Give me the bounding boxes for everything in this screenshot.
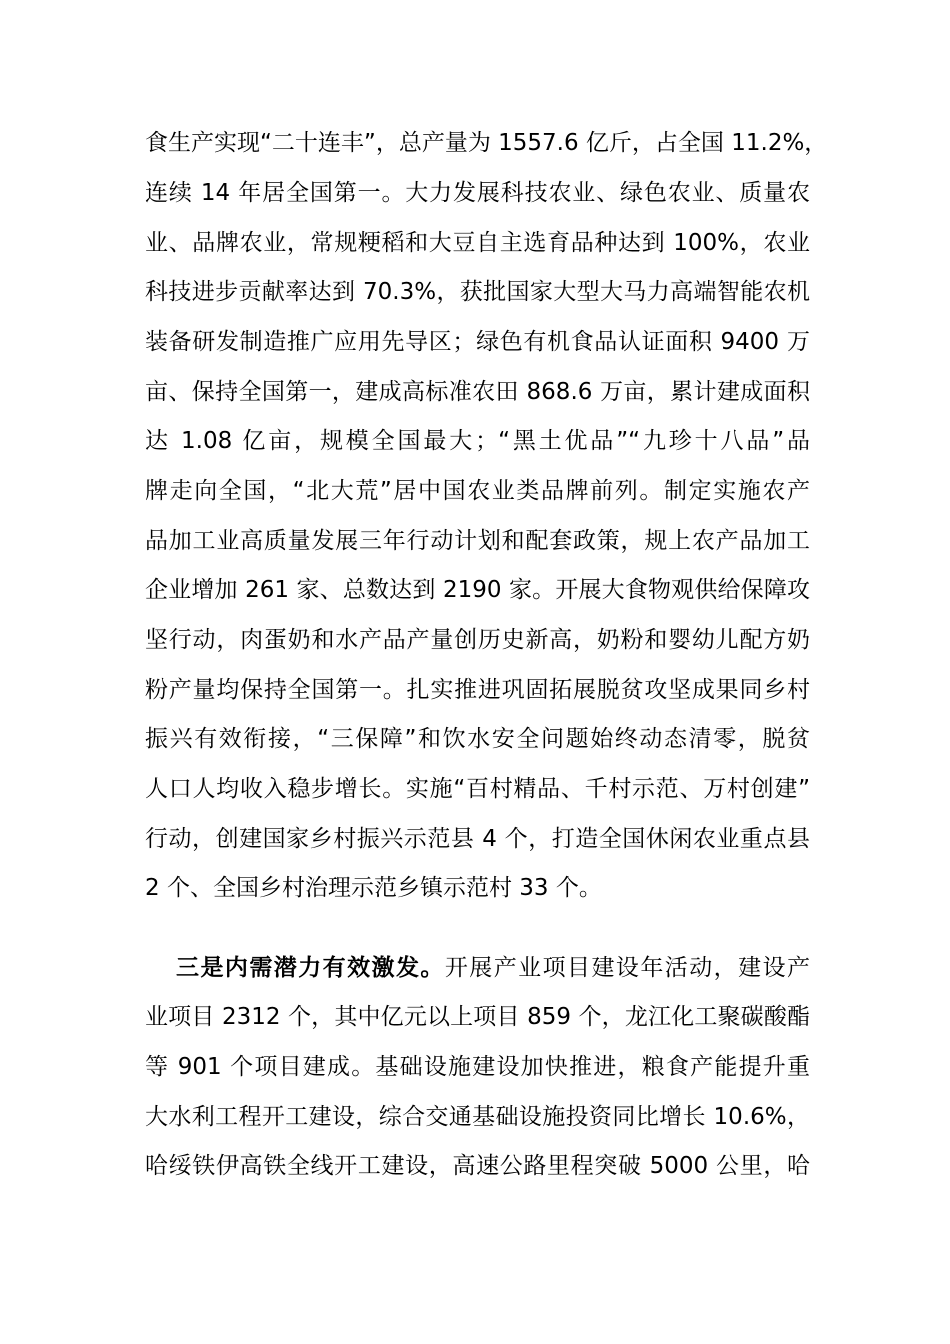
paragraph-line: 哈绥铁伊高铁全线开工建设，高速公路里程突破 5000 公里，哈: [145, 1153, 810, 1179]
paragraph-line: 亩、保持全国第一，建成高标准农田 868.6 万亩，累计建成面积: [145, 379, 810, 405]
heading-line-rest: 开展产业项目建设年活动，建设产: [444, 955, 811, 981]
paragraph-line: 装备研发制造推广应用先导区；绿色有机食品认证面积 9400 万: [145, 329, 810, 355]
paragraph-line: 行动，创建国家乡村振兴示范县 4 个，打造全国休闲农业重点县: [145, 826, 810, 852]
paragraph-line: 人口人均收入稳步增长。实施“百村精品、千村示范、万村创建”: [145, 776, 810, 802]
paragraph-line: 品加工业高质量发展三年行动计划和配套政策，规上农产品加工: [145, 528, 810, 554]
paragraph-line: 振兴有效衔接，“三保障”和饮水安全问题始终动态清零，脱贫: [145, 726, 810, 752]
paragraph-line: 连续 14 年居全国第一。大力发展科技农业、绿色农业、质量农: [145, 180, 810, 206]
paragraph-last-line: 2 个、全国乡村治理示范乡镇示范村 33 个。: [145, 875, 602, 901]
paragraph-line: 坚行动，肉蛋奶和水产品产量创历史新高，奶粉和婴幼儿配方奶: [145, 627, 810, 653]
paragraph-line: 企业增加 261 家、总数达到 2190 家。开展大食物观供给保障攻: [145, 577, 810, 603]
paragraph-line: 食生产实现“二十连丰”，总产量为 1557.6 亿斤，占全国 11.2%，: [145, 130, 828, 156]
paragraph-line: 业项目 2312 个，其中亿元以上项目 859 个，龙江化工聚碳酸酯: [145, 1004, 810, 1030]
paragraph-line: 等 901 个项目建成。基础设施建设加快推进，粮食产能提升重: [145, 1054, 810, 1080]
paragraph-first-line: [176, 948, 810, 988]
paragraph-line: 科技进步贡献率达到 70.3%，获批国家大型大马力高端智能农机: [145, 279, 810, 305]
paragraph-line: 大水利工程开工建设，综合交通基础设施投资同比增长 10.6%，: [145, 1104, 810, 1130]
paragraph-line: 牌走向全国，“北大荒”居中国农业类品牌前列。制定实施农产: [145, 478, 810, 504]
paragraph-line: 粉产量均保持全国第一。扎实推进巩固拓展脱贫攻坚成果同乡村: [145, 677, 810, 703]
paragraph-line: 达 1.08 亿亩，规模全国最大；“黑土优品”“九珍十八品”品: [145, 428, 810, 454]
paragraph-line: 业、品牌农业，常规粳稻和大豆自主选育品种达到 100%，农业: [145, 230, 810, 256]
section-heading: 三是内需潜力有效激发。: [176, 955, 445, 981]
